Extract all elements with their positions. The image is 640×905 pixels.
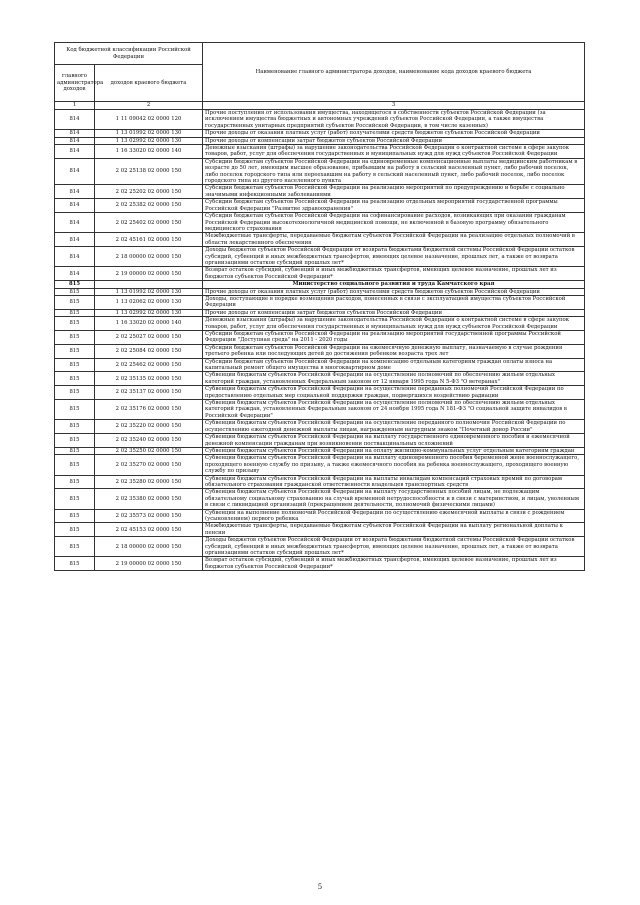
code-cell: 2 02 45153 02 0000 150 (95, 523, 203, 537)
column-header-code: доходов краевого бюджета (95, 65, 203, 102)
admin-cell: 815 (55, 331, 95, 345)
name-cell: Субсидии бюджетам субъектов Российской Федерации на реализацию мероприятий государственной программы Российской Федерации "Доступная среда" на 2011 - 2020 годы (203, 331, 585, 345)
code-cell: 2 02 25462 02 0000 150 (95, 358, 203, 372)
admin-cell: 814 (55, 199, 95, 213)
name-cell: Субвенции бюджетам субъектов Российской Федерации на выплату государственных пособий лицам, не подлежащим обязательному социальному страхованию на случай временной нетрудоспособности и в связи с материнством, и лицам, уволенным в связи с ликвидацией организаций (прекращением деятельности, полномочий физическими лицами) (203, 489, 585, 509)
page-number: 5 (317, 883, 323, 891)
name-cell: Субсидии бюджетам субъектов Российской Федерации на софинансирование расходов, возникающих при оказании гражданам Российской Федерации высокотехнологичной медицинской помощи, не включенной в базовую программу обязательного медицинского страхования (203, 213, 585, 233)
code-cell: 2 02 35250 02 0000 150 (95, 447, 203, 454)
admin-cell: 815 (55, 358, 95, 372)
name-cell: Субвенции бюджетам субъектов Российской Федерации на выплату единовременного пособия беременной жене военнослужащего, проходящего военную службу по призыву, а также ежемесячного пособия на ребенка военнослужащего, проходящего военную службу по призыву (203, 455, 585, 475)
code-cell: 2 02 35220 02 0000 150 (95, 420, 203, 434)
table-row (55, 130, 585, 137)
code-cell: 2 02 35573 02 0000 150 (95, 509, 203, 523)
table-row (55, 509, 585, 523)
admin-cell: 815 (55, 386, 95, 400)
name-cell: Доходы бюджетов субъектов Российской Федерации от возврата бюджетами бюджетной системы Российской Федерации остатков субсидий, субвенций и иных межбюджетных трансфертов, имеющих целевое назначение, прошлых лет, а также от возврата организациями остатков субсидий прошлых лет* (203, 537, 585, 557)
name-cell: Прочие доходы от компенсации затрат бюджетов субъектов Российской Федерации (203, 137, 585, 144)
admin-cell: 815 (55, 344, 95, 358)
admin-cell: 815 (55, 288, 95, 295)
table-row (55, 420, 585, 434)
name-cell: Доходы, поступающие в порядке возмещения расходов, понесенных в связи с эксплуатацией имущества субъектов Российской Федерации (203, 295, 585, 309)
code-cell: 2 02 35137 02 0000 150 (95, 386, 203, 400)
name-cell: Доходы бюджетов субъектов Российской Федерации от возврата бюджетами бюджетной системы Российской Федерации остатков субсидий, субвенций и иных межбюджетных трансфертов, имеющих целевое назначение, прошлых лет, а также от возврата организациями остатков субсидий прошлых лет* (203, 247, 585, 267)
admin-cell: 814 (55, 130, 95, 137)
table-row (55, 455, 585, 475)
column-header-admin: главного администратора доходов (55, 65, 95, 102)
name-cell: Субсидии бюджетам субъектов Российской Федерации на ежемесячную денежную выплату, назначаемую в случае рождения третьего ребенка или последующих детей до достижения ребенком возраста трех лет (203, 344, 585, 358)
code-cell: 1 13 01992 02 0000 130 (95, 288, 203, 295)
code-cell (95, 281, 203, 288)
code-cell: 2 02 25402 02 0000 150 (95, 213, 203, 233)
code-cell: 1 11 09042 02 0000 120 (95, 110, 203, 130)
table-row (55, 288, 585, 295)
table-row (55, 331, 585, 345)
classification-title: Код бюджетной классификации Российской Федерации (55, 43, 203, 65)
code-cell: 2 19 00000 02 0000 150 (95, 267, 203, 281)
name-cell: Субвенции бюджетам субъектов Российской Федерации на оплату жилищно-коммунальных услуг отдельным категориям граждан (203, 447, 585, 454)
table-row (55, 358, 585, 372)
code-cell: 2 02 25084 02 0000 150 (95, 344, 203, 358)
name-cell: Субсидии бюджетам субъектов Российской Федерации на реализацию отдельных мероприятий государственной программы Российской Федерации "Развитие здравоохранения" (203, 199, 585, 213)
code-cell: 2 02 35270 02 0000 150 (95, 455, 203, 475)
table-row (55, 557, 585, 571)
table-row (55, 400, 585, 420)
table-row (55, 110, 585, 130)
code-cell: 2 02 35380 02 0000 150 (95, 489, 203, 509)
code-cell: 1 13 02062 02 0000 130 (95, 295, 203, 309)
table-row (55, 247, 585, 267)
name-cell: Прочие доходы от компенсации затрат бюджетов субъектов Российской Федерации (203, 309, 585, 316)
table-row (55, 267, 585, 281)
section-row (55, 281, 585, 288)
name-cell: Прочие поступления от использования имущества, находящегося в собственности субъектов Российской Федерации (за исключением имущества бюджетных и автономных учреждений субъектов Российской Федерации, а также имущества государственных унитарных предприятий субъектов Российской Федерации, в том числе казенных) (203, 110, 585, 130)
admin-cell: 815 (55, 317, 95, 331)
code-cell: 2 02 45161 02 0000 150 (95, 233, 203, 247)
name-cell: Межбюджетные трансферты, передаваемые бюджетам субъектов Российской Федерации на выплату региональной доплаты к пенсии (203, 523, 585, 537)
name-cell: Межбюджетные трансферты, передаваемые бюджетам субъектов Российской Федерации на реализацию отдельных полномочий в области лекарственного обеспечения (203, 233, 585, 247)
admin-cell: 815 (55, 475, 95, 489)
name-cell: Субвенции бюджетам субъектов Российской Федерации на осуществление переданного полномочия Российской Федерации по осуществлению ежегодной денежной выплаты лицам, награжденным нагрудным знаком "Почетный донор России" (203, 420, 585, 434)
code-cell: 2 02 35176 02 0000 150 (95, 400, 203, 420)
code-cell: 2 02 25027 02 0000 150 (95, 331, 203, 345)
table-row (55, 475, 585, 489)
table-row (55, 317, 585, 331)
table-row (55, 199, 585, 213)
admin-cell: 814 (55, 158, 95, 185)
table-row (55, 447, 585, 454)
table-row (55, 386, 585, 400)
name-cell: Денежные взыскания (штрафы) за нарушение законодательства Российской Федерации о контрактной системе в сфере закупок товаров, работ, услуг для обеспечения государственных и муниципальных нужд для нужд субъектов Российской Федерации (203, 145, 585, 159)
code-cell: 2 18 00000 02 0000 150 (95, 537, 203, 557)
admin-cell: 815 (55, 455, 95, 475)
admin-cell: 815 (55, 523, 95, 537)
admin-cell: 815 (55, 420, 95, 434)
code-cell: 1 13 02992 02 0000 130 (95, 309, 203, 316)
name-cell: Министерство социального развития и труда Камчатского края (203, 281, 585, 288)
code-cell: 1 16 33020 02 0000 140 (95, 145, 203, 159)
name-cell: Субвенции на выполнение полномочий Российской Федерации по осуществлению ежемесячной выплаты в связи с рождением (усыновлением) первого ребенка (203, 509, 585, 523)
name-cell: Субсидии бюджетам субъектов Российской Федерации на реализацию мероприятий по предупреждению и борьбе с социально значимыми инфекционными заболеваниями (203, 185, 585, 199)
table-row (55, 158, 585, 185)
admin-cell: 815 (55, 372, 95, 386)
name-cell: Прочие доходы от оказания платных услуг (работ) получателями средств бюджетов субъектов Российской Федерации (203, 288, 585, 295)
table-row (55, 145, 585, 159)
column-header-name: Наименование главного администратора доходов, наименование кода доходов краевого бюджета (203, 43, 585, 102)
admin-cell: 814 (55, 137, 95, 144)
table-row (55, 309, 585, 316)
admin-cell: 814 (55, 185, 95, 199)
table-row (55, 233, 585, 247)
name-cell: Субвенции бюджетам субъектов Российской Федерации на выплаты инвалидам компенсаций страховых премий по договорам обязательного страхования гражданской ответственности владельцев транспортных средств (203, 475, 585, 489)
name-cell: Субвенции бюджетам субъектов Российской Федерации на осуществление переданных полномочий Российской Федерации по предоставлению отдельных мер социальной поддержки граждан, подвергшихся воздействию радиации (203, 386, 585, 400)
code-cell: 1 16 33020 02 0000 140 (95, 317, 203, 331)
name-cell: Субвенции бюджетам субъектов Российской Федерации на осуществление полномочий по обеспечению жильем отдельных категорий граждан, установленных Федеральным законом от 24 ноября 1995 года N 181-ФЗ "О социальной защите инвалидов в Российской Федерации" (203, 400, 585, 420)
admin-cell: 814 (55, 247, 95, 267)
code-cell: 1 13 02992 02 0000 130 (95, 137, 203, 144)
admin-cell: 814 (55, 267, 95, 281)
code-cell: 2 19 00000 02 0000 150 (95, 557, 203, 571)
code-cell: 1 13 01992 02 0000 130 (95, 130, 203, 137)
table-row (55, 295, 585, 309)
code-cell: 2 02 25202 02 0000 150 (95, 185, 203, 199)
admin-cell: 815 (55, 281, 95, 288)
column-number-1: 1 (55, 102, 95, 110)
name-cell: Возврат остатков субсидий, субвенций и иных межбюджетных трансфертов, имеющих целевое назначение, прошлых лет из бюджетов субъектов Российской Федерации* (203, 557, 585, 571)
name-cell: Субсидии бюджетам субъектов Российской Федерации на компенсацию отдельным категориям граждан оплаты взноса на капитальный ремонт общего имущества в многоквартирном доме (203, 358, 585, 372)
name-cell: Денежные взыскания (штрафы) за нарушение законодательства Российской Федерации о контрактной системе в сфере закупок товаров, работ, услуг для обеспечения государственных и муниципальных нужд для нужд субъектов Российской Федерации (203, 317, 585, 331)
column-number-3: 3 (203, 102, 585, 110)
admin-cell: 815 (55, 537, 95, 557)
admin-cell: 814 (55, 213, 95, 233)
admin-cell: 815 (55, 309, 95, 316)
admin-cell: 815 (55, 557, 95, 571)
column-number-2: 2 (95, 102, 203, 110)
code-cell: 2 02 35240 02 0000 150 (95, 434, 203, 448)
table-row (55, 372, 585, 386)
code-cell: 2 18 00000 02 0000 150 (95, 247, 203, 267)
table-row (55, 185, 585, 199)
table-row (55, 537, 585, 557)
admin-cell: 815 (55, 447, 95, 454)
admin-cell: 814 (55, 145, 95, 159)
admin-cell: 815 (55, 400, 95, 420)
admin-cell: 815 (55, 489, 95, 509)
name-cell: Субвенции бюджетам субъектов Российской Федерации на выплату государственного единовременного пособия и ежемесячной денежной компенсации гражданам при возникновении поствакцинальных осложнений (203, 434, 585, 448)
table-row (55, 489, 585, 509)
admin-cell: 815 (55, 509, 95, 523)
table-row (55, 523, 585, 537)
admin-cell: 815 (55, 434, 95, 448)
name-cell: Субсидии бюджетам субъектов Российской Федерации на единовременные компенсационные выплаты медицинским работникам в возрасте до 50 лет, имеющим высшее образование, прибывшим на работу в сельский населенный пункт, либо рабочий поселок, либо поселок городского типа или переехавшим на работу в сельский населенный пункт, либо рабочий поселок, либо поселок городского типа из другого населенного пункта (203, 158, 585, 185)
code-cell: 2 02 35135 02 0000 150 (95, 372, 203, 386)
admin-cell: 814 (55, 110, 95, 130)
table-body (55, 110, 585, 571)
admin-cell: 814 (55, 233, 95, 247)
table-row (55, 137, 585, 144)
table-row (55, 213, 585, 233)
code-cell: 2 02 35280 02 0000 150 (95, 475, 203, 489)
table-row (55, 344, 585, 358)
code-cell: 2 02 25382 02 0000 150 (95, 199, 203, 213)
revenue-classification-table (54, 42, 585, 571)
admin-cell: 815 (55, 295, 95, 309)
name-cell: Прочие доходы от оказания платных услуг (работ) получателями средств бюджетов субъектов Российской Федерации (203, 130, 585, 137)
name-cell: Субвенции бюджетам субъектов Российской Федерации на осуществление полномочий по обеспечению жильем отдельных категорий граждан, установленных Федеральным законом от 12 января 1995 года N 5-ФЗ "О ветеранах" (203, 372, 585, 386)
table-row (55, 434, 585, 448)
name-cell: Возврат остатков субсидий, субвенций и иных межбюджетных трансфертов, имеющих целевое назначение, прошлых лет из бюджетов субъектов Российской Федерации* (203, 267, 585, 281)
code-cell: 2 02 25138 02 0000 150 (95, 158, 203, 185)
